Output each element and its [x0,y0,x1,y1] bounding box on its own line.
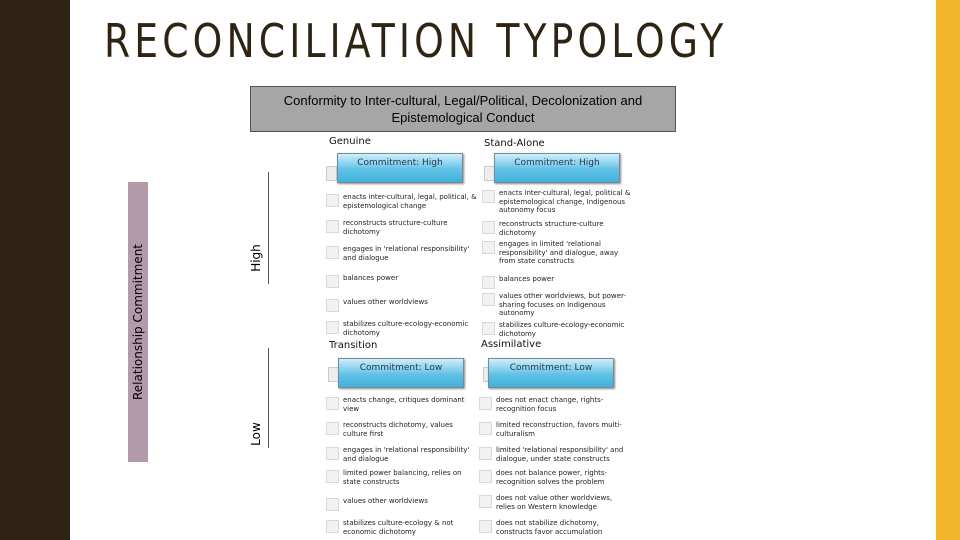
category-stand-alone: Stand-Alone [484,138,545,149]
checkbox-icon [326,321,339,334]
item-text: stabilizes culture-ecology & not economic dichotomy [343,519,454,536]
item-text: enacts inter-cultural, legal, political & epistemological change, Indigenous autonomy focus [499,189,631,214]
level-high-label: High [249,244,263,272]
list-item [326,274,479,288]
checkbox-icon [326,422,339,435]
checkbox-icon [326,447,339,460]
list-item [326,219,479,236]
item-text: engages in limited 'relational responsibility' and dialogue, away from state constructs [499,240,619,265]
list-item [479,421,632,438]
relationship-commitment-label: Relationship Commitment [131,244,145,400]
list-item [479,446,632,463]
checkbox-icon [482,241,495,254]
item-text: does not enact change, rights-recognition focus [496,396,604,413]
category-transition: Transition [329,340,378,351]
checkbox-icon [326,299,339,312]
low-divider-line [268,348,269,448]
checkbox-icon [479,422,492,435]
item-text: engages in 'relational responsibility' and dialogue [343,245,470,262]
commitment-low-button [488,358,614,388]
checkbox-icon [482,221,495,234]
list-item [326,446,479,463]
item-text: reconstructs dichotomy, values culture first [343,421,453,438]
checkbox-icon [326,520,339,533]
item-text: values other worldviews [343,298,428,306]
category-genuine: Genuine [329,136,371,147]
item-text: stabilizes culture-ecology-economic dichotomy [499,321,625,338]
checkbox-icon [326,275,339,288]
item-text: reconstructs structure-culture dichotomy [499,220,604,237]
list-item [326,497,479,511]
item-text: enacts change, critiques dominant view [343,396,465,413]
item-text: reconstructs structure-culture dichotomy [343,219,448,236]
commitment-low-label: Commitment: Low [359,363,443,373]
list-item [326,421,479,438]
commitment-low-button [338,358,464,388]
category-assimilative: Assimilative [481,339,542,350]
list-item [482,240,635,266]
checkbox-icon [479,470,492,483]
item-text: values other worldviews, but power-sharing focuses on Indigenous autonomy [499,292,626,317]
checkbox-icon [482,276,495,289]
commitment-high-label: Commitment: High [357,158,443,168]
checkbox-icon [479,397,492,410]
item-text: limited 'relational responsibility' and dialogue, under state constructs [496,446,624,463]
checkbox-icon [326,220,339,233]
checkbox-icon [326,498,339,511]
conformity-axis-box [250,86,676,132]
list-item [326,245,479,262]
checkbox-icon [479,520,492,533]
checkbox-icon [482,293,495,306]
commitment-low-label: Commitment: Low [509,363,593,373]
item-text: values other worldviews [343,497,428,505]
list-item [326,193,479,210]
commitment-high-label: Commitment: High [514,158,600,168]
item-text: limited reconstruction, favors multi-culturalism [496,421,622,438]
slide-title: RECONCILIATION TYPOLOGY [104,14,728,68]
list-item [326,519,479,536]
item-text: engages in 'relational responsibility' and dialogue [343,446,470,463]
checkbox-icon [482,322,495,335]
list-item [479,396,632,413]
list-item [482,220,635,237]
item-text: stabilizes culture-ecology-economic dichotomy [343,320,469,337]
list-item [326,320,479,337]
checkbox-icon [326,194,339,207]
list-item [482,189,635,215]
list-item [326,298,479,312]
checkbox-icon [479,495,492,508]
item-text: balances power [343,274,399,282]
list-item [479,519,632,536]
high-divider-line [268,172,269,284]
checkbox-icon [326,397,339,410]
list-item [326,469,479,486]
list-item [479,469,632,486]
list-item [482,321,635,338]
commitment-tab [326,166,337,181]
checkbox-icon [326,470,339,483]
item-text: limited power balancing, relies on state constructs [343,469,462,486]
level-low-label: Low [249,422,263,446]
list-item [482,292,635,318]
checkbox-icon [482,190,495,203]
checkbox-icon [326,246,339,259]
item-text: balances power [499,275,555,283]
conformity-axis-label: Conformity to Inter-cultural, Legal/Political, Decolonization and Epistemological Conduct [283,93,643,125]
list-item [326,396,479,413]
checkbox-icon [479,447,492,460]
item-text: does not value other worldviews, relies on Western knowledge [496,494,613,511]
left-decor-band [0,0,70,540]
commitment-high-button [494,153,620,183]
right-accent-band [936,0,960,540]
list-item [482,275,635,289]
list-item [479,494,632,511]
commitment-high-button [337,153,463,183]
item-text: enacts inter-cultural, legal, political, & epistemological change [343,193,477,210]
item-text: does not stabilize dichotomy, constructs favor accumulation [496,519,603,536]
item-text: does not balance power, rights-recognition solves the problem [496,469,608,486]
